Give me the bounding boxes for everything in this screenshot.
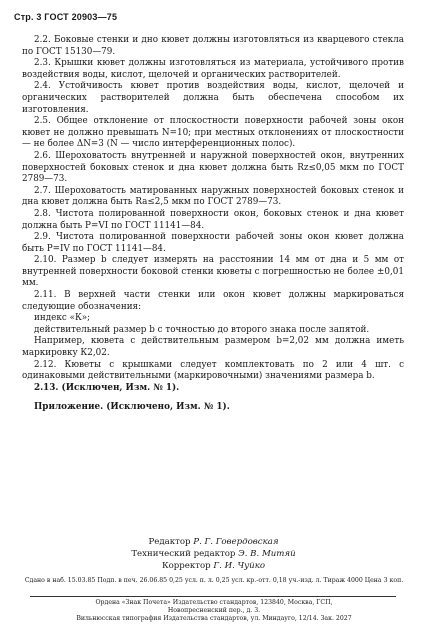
corrector-role: Корректор	[161, 561, 211, 571]
tech-editor-line	[0, 549, 427, 560]
paragraph-2-10: 2.10. Размер b следует измерять на расстоянии 14 мм от дна и 5 мм от внутренней поверхности боковой стенки кюветы с погрешностью не более ±0,01 мм.	[22, 255, 404, 289]
paragraph-marking-size: действительный размер b с точностью до второго знака после запятой.	[34, 324, 370, 335]
publisher-line-1: Ордена «Знак Почета» Издательство стандартов, 123840, Москва, ГСП,	[95, 599, 333, 606]
paragraph-2-4: 2.4. Устойчивость кювет против воздействия воды, кислот, щелочей и органических растворителей должна быть обеспечена способом их изготовления.	[22, 81, 404, 115]
paragraph-example: Например, кювета с действительным размером b=2,02 мм должна иметь маркировку К2,02.	[22, 336, 404, 359]
print-info: Сдано в наб. 15.03.85 Подп. в печ. 26.06.85 0,25 усл. п. л. 0,25 усл. кр.-отт. 0,18 уч.-изд. л. Тираж 4000 Цена 3 коп.	[24, 577, 404, 584]
editor-role: Редактор	[148, 537, 191, 547]
paragraph-2-11: 2.11. В верхней части стенки или окон кювет должны маркироваться следующие обозначения:	[22, 290, 404, 312]
tech-editor-name: Э. В. Митяй	[238, 549, 296, 559]
editor-name: Р. Г. Говердовская	[193, 537, 279, 547]
paragraph-2-7: 2.7. Шероховатость матированных наружных поверхностей боковых стенок и дна кювет должна быть Ra≤2,5 мкм по ГОСТ 2789—73.	[22, 185, 404, 208]
paragraph-2-6: 2.6. Шероховатость внутренней и наружной поверхностей окон, внутренних поверхностей боковых стенок и дна кювет должна быть Rz≤0,05 мкм по ГОСТ 2789—73.	[22, 150, 404, 185]
corrector-name: Г. И. Чуйко	[213, 561, 266, 571]
paragraph-2-2: 2.2. Боковые стенки и дно кювет должны изготовляться из кварцевого стекла по ГОСТ 15130—79.	[22, 35, 404, 57]
editor-line	[0, 537, 427, 548]
paragraph-2-12: 2.12. Кюветы с крышками следует комплектовать по 2 или 4 шт. с одинаковыми действительными (маркировочными) значениями размера b.	[22, 359, 404, 382]
paragraph-2-5: 2.5. Общее отклонение от плоскостности поверхности рабочей зоны окон кювет не должно превышать N=10; при местных отклонениях от плоскостности — не более ΔN=3 (N — число интерференционных полос).	[22, 116, 404, 150]
paragraph-2-8: 2.8. Чистота полированной поверхности окон, боковых стенок и дна кювет должна быть P=VI по ГОСТ 11141—84.	[22, 208, 404, 231]
body-text	[22, 35, 404, 414]
appendix-note: Приложение. (Исключено, Изм. № 1).	[34, 402, 230, 413]
divider	[30, 596, 396, 597]
paragraph-2-9: 2.9. Чистота полированной поверхности рабочей зоны окон кювет должна быть P=IV по ГОСТ 11141—84.	[22, 232, 404, 254]
paragraph-marking-index: индекс «К»;	[34, 313, 91, 324]
tech-editor-role: Технический редактор	[131, 549, 236, 559]
publisher-line-3: Вильнюсская типография Издательства стандартов, ул. Миндауго, 12/14. Зак. 2027	[76, 615, 352, 622]
paragraph-2-3: 2.3. Крышки кювет должны изготовляться из материала, устойчивого против воздействия воды, кислот, щелочей и органических растворителей.	[22, 58, 404, 80]
paragraph-2-13: 2.13. (Исключен, Изм. № 1).	[34, 382, 180, 393]
page-header: Стр. 3 ГОСТ 20903—75	[14, 12, 118, 22]
corrector-line	[0, 561, 427, 572]
publisher-line-2: Новопресненский пер., д. 3.	[167, 607, 261, 614]
